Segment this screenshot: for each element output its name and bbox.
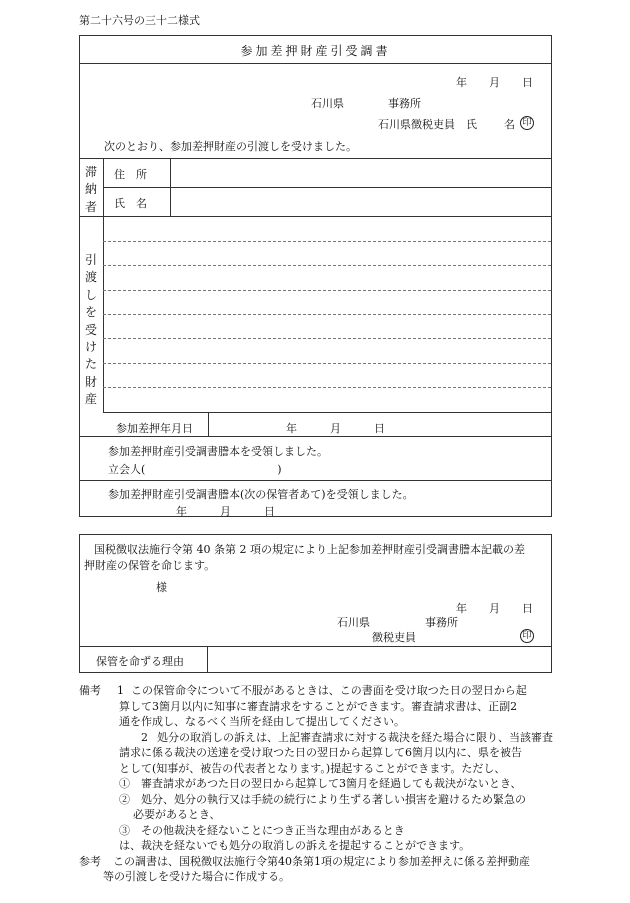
custody-order-text-2: 押財産の保管を命じます。	[84, 559, 216, 572]
reference-note: 参考 この調書は、国税徴収法施行令第40条第1項の規定により参加差押えに係る差押動産	[79, 854, 530, 868]
seal-mark	[520, 116, 534, 130]
witness-field[interactable]: 立会人( )	[108, 463, 282, 476]
dashed-row-line	[103, 387, 551, 388]
remark-item-2: 2 処分の取消しの訴えは、上記審査請求に対する裁決を経た場合に限り、当該審査	[141, 730, 553, 744]
official-label: 石川県徴税吏員 氏	[378, 118, 477, 131]
dashed-row-line	[103, 241, 551, 242]
seal-icon: 印	[520, 629, 534, 643]
name-field[interactable]	[171, 188, 549, 215]
form-title: 参加差押財産引受調書	[240, 44, 391, 58]
dashed-row-line	[103, 338, 551, 339]
seizure-date-value[interactable]: 年 月 日	[286, 422, 385, 435]
record-date: 年 月 日	[456, 76, 533, 89]
dashed-row-line	[103, 265, 551, 266]
divider	[80, 436, 551, 437]
order-official-label: 徴税吏員	[372, 631, 416, 644]
property-label: 引 渡 し を 受 け た 財 産	[84, 253, 97, 407]
remark-conclusion: は、裁決を経ないでも処分の取消しの訴えを提起することができます。	[119, 839, 471, 852]
form-number: 第二十六号の三十二様式	[79, 14, 200, 27]
receipt-date[interactable]: 年 月 日	[176, 505, 275, 518]
order-seal-mark	[520, 629, 534, 643]
seal-icon: 印	[520, 116, 534, 130]
seizure-date-label: 参加差押年月日	[116, 422, 193, 435]
divider	[80, 63, 551, 64]
reason-field[interactable]	[208, 647, 549, 671]
address-label: 住 所	[114, 168, 147, 181]
name-label: 氏 名	[114, 197, 147, 210]
custody-order-text-1: 国税徴収法施行令第 40 条第 2 項の規定により上記参加差押財産引受調書謄本記載の差	[94, 543, 525, 556]
dashed-row-line	[103, 314, 551, 315]
order-date: 年 月 日	[456, 602, 533, 615]
office-name: 石川県 事務所	[311, 97, 421, 110]
handover-statement: 次のとおり、参加差押財産の引渡しを受けました。	[104, 140, 357, 153]
remark-sub-2: ② 処分、処分の執行又は手続の続行により生ずる著しい損害を避けるため緊急の	[119, 792, 526, 806]
divider	[80, 480, 551, 481]
order-office-name: 石川県 事務所	[337, 616, 458, 629]
remark-sub-1: ① 審査請求があつた日の翌日から起算して3箇月を経過しても裁決がないとき、	[119, 777, 522, 790]
remark-item-1: 備考 1 この保管命令について不服があるときは、この書面を受け取つた日の翌日から起	[79, 684, 527, 697]
dashed-row-line	[103, 290, 551, 291]
receipt-statement-1: 参加差押財産引受調書謄本を受領しました。	[108, 445, 328, 458]
handover-record-form	[79, 35, 552, 517]
remarks-label: 備考	[79, 684, 101, 697]
remarks-section: 備考 1 この保管命令について不服があるときは、この書面を受け取つた日の翌日から起 算して3箇月以内に知事に審査請求をすることができます。審査請求書は、正副2 通を作成し、なるべく当所を経由して提出してください。 2 処分の取消しの訴えは、上記審査請求に対する裁決を経た場合に限り、当該審査 請求に係る裁決の送達を受け取つた日の翌日から起算して6箇月以内に、県を被告 として(知事が、被告の代表者となります。)提起することができます。ただし、 ① 審査請求があつた日の翌日から起算して3箇月を経過しても裁決がないとき、 ② 処分、処分の執行又は手続の続行により生ずる著しい損害を避けるため緊急の 必要があるとき、 ③ その他裁決を経ないことにつき正当な理由があるとき は、裁決を経ないでも処分の取消しの訴えを提起することができます。 参考 この調書は、国税徴収法施行令第40条第1項の規定により参加差押えに係る差押動産 等の引渡しを受けた場合に作成する。	[79, 683, 559, 885]
dashed-row-line	[103, 363, 551, 364]
reference-label: 参考	[79, 854, 101, 868]
delinquent-label: 滞 納 者	[84, 165, 97, 214]
official-name-label: 名	[504, 118, 515, 131]
remark-sub-3: ③ その他裁決を経ないことにつき正当な理由があるとき	[119, 823, 405, 837]
field-divider	[208, 412, 209, 436]
addressee-label: 様	[156, 581, 167, 594]
divider	[103, 412, 551, 413]
custody-order-form	[79, 534, 552, 673]
receipt-statement-2: 参加差押財産引受調書謄本(次の保管者あて)を受領しました。	[108, 488, 414, 501]
address-field[interactable]	[171, 159, 549, 186]
reason-label: 保管を命ずる理由	[96, 655, 184, 668]
